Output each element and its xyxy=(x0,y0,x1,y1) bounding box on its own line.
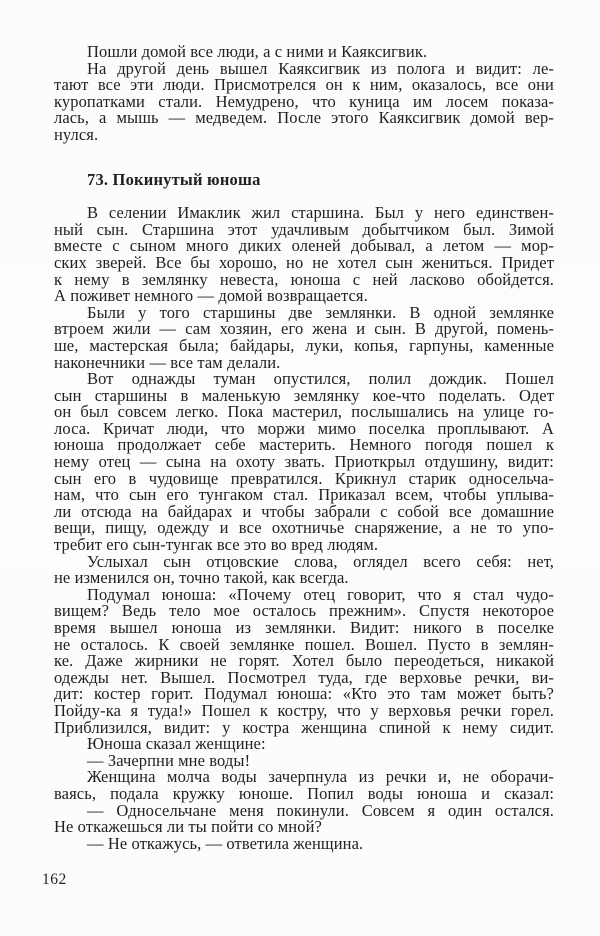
text-line: ских зверей. Все бы хорошо, но не хотел сын жениться. Придет xyxy=(54,252,554,272)
text-line: вищем? Ведь тело мое осталось прежним». Спустя некоторое xyxy=(54,601,554,621)
text-line: В селении Имаклик жил старшина. Был у него единствен- xyxy=(87,203,554,223)
text-line: не осталось. К своей землянке пошел. Вошел. Пусто в землян- xyxy=(54,634,554,654)
text-line: — Не откажусь, — ответила женщина. xyxy=(87,833,364,853)
text-line: ше, мастерская была; байдары, луки, копья, гарпуны, каменные xyxy=(54,335,554,355)
text-line: сын его в чудовище превратился. Крикнул старик односельча- xyxy=(54,468,554,488)
text-line: На другой день вышел Каяксигвик из полога и видит: ле- xyxy=(87,58,554,78)
text-line: время вышел юноша из землянки. Видит: никого в поселке xyxy=(54,618,554,637)
text-line: А поживет немного — домой возвращается. xyxy=(54,286,368,306)
paragraph xyxy=(54,205,554,305)
paragraph xyxy=(54,769,554,802)
text-line: ный сын. Старшина этот удачливым добытчиком был. Зимой xyxy=(54,219,554,239)
text-line: ке. Даже жирники не горят. Хотел было переодеться, никакой xyxy=(54,651,554,671)
text-line: ваясь, подала кружку юноше. Попил воды юноша и сказал: xyxy=(54,783,554,803)
text-line: нулся. xyxy=(54,124,99,144)
text-line: ли отсюда на байдарах и чтобы забрали с собой все домашние xyxy=(54,501,554,521)
text-line: не изменился он, точно такой, как всегда. xyxy=(54,568,349,588)
text-line: Не откажешься ли ты пойти со мной? xyxy=(54,817,322,837)
text-line: одежды нет. Вышел. Посмотрел туда, где верховье речки, ви- xyxy=(54,667,554,687)
text-line: юноша продолжает себе мастерить. Немного погодя пошел к xyxy=(54,435,554,455)
text-line: к нему в землянку невеста, юноша с ней ласково обойдется. xyxy=(54,269,554,289)
paragraph xyxy=(54,584,554,737)
text-line: втроем жили — сам хозяин, его жена и сын. В другой, помень- xyxy=(54,319,554,339)
text-line: куропатками стали. Немудрено, что куница им лосем показа- xyxy=(54,91,554,111)
text-line: Пошли домой все люди, а с ними и Каяксигвик. xyxy=(87,42,428,61)
paragraph xyxy=(54,551,554,588)
page-number: 162 xyxy=(42,871,67,888)
page-text xyxy=(54,44,554,852)
text-line: дит: костер горит. Подумал юноша: «Кто это там может быть? xyxy=(54,684,554,704)
text-line: Пойду-ка я туда!» Пошел к костру, что у верховья речки горел. xyxy=(54,700,554,720)
text-line: лоса. Кричат люди, что моржи мимо поселка проплывают. А xyxy=(54,418,554,438)
text-line: Были у того старшины две землянки. В одной землянке xyxy=(87,302,554,322)
text-line: требит его сын-тунгак все это во вред людям. xyxy=(54,535,379,555)
text-line: наконечники — все там делали. xyxy=(54,352,281,372)
paragraph xyxy=(54,302,554,372)
text-line: Подумал юноша: «Почему отец говорит, что я стал чудо- xyxy=(87,584,554,604)
text-line: тают все эти люди. Присмотрелся он к ним, оказалось, все они xyxy=(54,75,554,95)
text-line: вещи, пищу, одежду и все охотничье снаряжение, а не то упо- xyxy=(54,518,554,538)
text-line: Услыхал сын отцовские слова, оглядел всего себя: нет, xyxy=(87,551,554,571)
text-line: лась, а мышь — медведем. После этого Каяксигвик домой вер- xyxy=(54,108,554,128)
paragraph xyxy=(54,58,554,144)
paragraph xyxy=(54,800,554,837)
text-line: Вот однажды туман опустился, полил дождик. Пошел xyxy=(87,369,554,389)
paragraph xyxy=(54,371,554,554)
story-heading: 73. Покинутый юноша xyxy=(87,169,261,189)
text-line: сын старшины в маленькую землянку кое-что поделать. Одет xyxy=(54,385,554,405)
text-line: нам, что сын его тунгаком стал. Приказал всем, чтобы уплыва- xyxy=(54,485,554,505)
paragraph xyxy=(54,833,554,853)
text-line: Юноша сказал женщине: xyxy=(87,734,266,754)
text-line: Приблизился, видит: у костра женщина спиной к нему сидит. xyxy=(54,717,554,737)
text-line: Женщина молча воды зачерпнула из речки и, не оборачи- xyxy=(87,767,554,787)
text-line: нему отец — сына на охоту звать. Приоткрыл отдушину, видит: xyxy=(54,452,554,472)
text-line: — Зачерпни мне воды! xyxy=(87,750,251,770)
text-line: — Односельчане меня покинули. Совсем я один остался. xyxy=(87,800,554,820)
text-line: вместе с сыном много диких оленей добывал, а летом — мор- xyxy=(54,236,554,256)
text-line: он был совсем легко. Пока мастерил, послышались на улице го- xyxy=(54,402,554,422)
